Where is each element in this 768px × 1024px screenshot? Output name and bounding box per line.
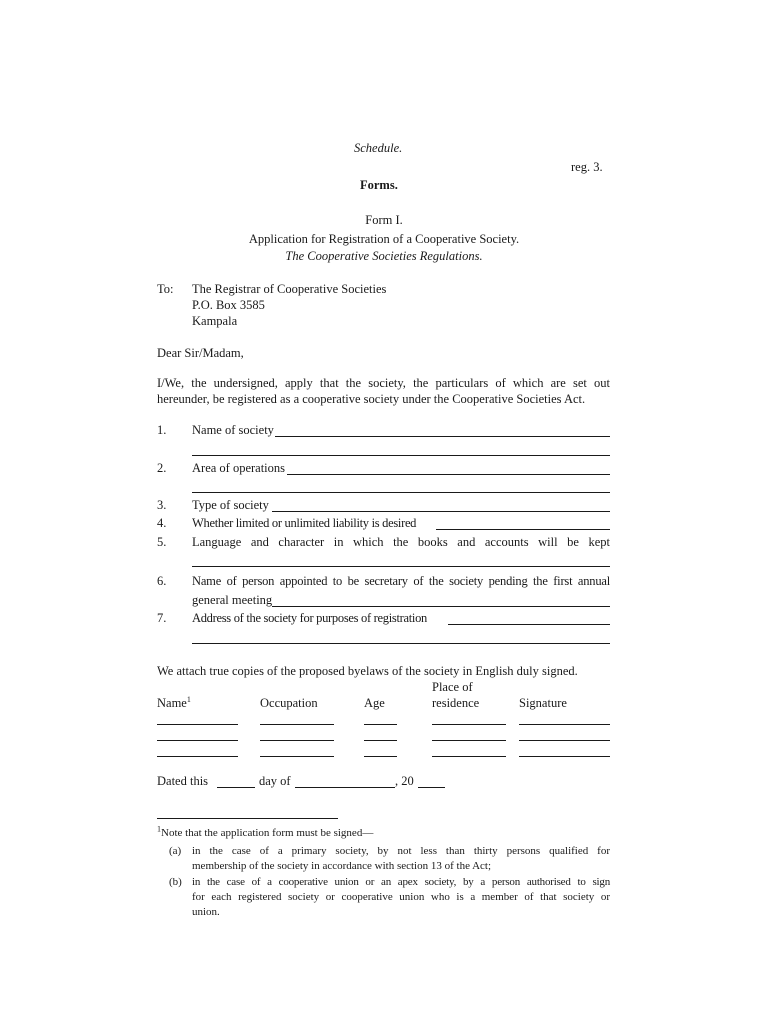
item-number: 3. [157, 498, 167, 512]
form-number: Form I. [365, 213, 403, 227]
year-label: , 20 [395, 774, 414, 788]
addressee-line-3: Kampala [192, 314, 238, 328]
address-continuation-field[interactable] [192, 643, 610, 644]
signatory-name-field[interactable] [157, 724, 238, 725]
footnote-a-line-1: in the case of a primary society, by not less than thirty persons qualified for [192, 845, 610, 857]
signatory-occupation-field[interactable] [260, 724, 334, 725]
schedule-heading: Schedule. [354, 141, 403, 155]
footnote-b-line-1: in the case of a cooperative union or an apex society, by a person authorised to sign [192, 876, 610, 888]
attach-statement: We attach true copies of the proposed byelaws of the society in English duly signed. [157, 664, 578, 678]
secretary-field[interactable] [272, 606, 610, 607]
item-number: 5. [157, 535, 167, 549]
addressee-line-2: P.O. Box 3585 [192, 298, 265, 312]
footnote-a-line-2: membership of the society in accordance with section 13 of the Act; [192, 860, 492, 872]
footnote-b-line-2: for each registered society or cooperative union who is a member of that society or [192, 891, 610, 903]
footnote-b-label: (b) [169, 876, 182, 888]
form-subtitle: The Cooperative Societies Regulations. [285, 249, 483, 263]
signatory-signature-field[interactable] [519, 756, 610, 757]
signatory-name-field[interactable] [157, 756, 238, 757]
day-of-label: day of [259, 774, 291, 788]
signatory-residence-field[interactable] [432, 740, 506, 741]
signatory-age-field[interactable] [364, 740, 397, 741]
signatory-residence-field[interactable] [432, 756, 506, 757]
signatory-signature-field[interactable] [519, 740, 610, 741]
to-label: To: [157, 282, 174, 296]
signatory-name-field[interactable] [157, 740, 238, 741]
year-field[interactable] [418, 787, 445, 788]
footnote-separator [157, 818, 338, 819]
signatory-occupation-field[interactable] [260, 740, 334, 741]
signatory-age-field[interactable] [364, 756, 397, 757]
item-number: 7. [157, 611, 167, 625]
item-label-address: Address of the society for purposes of registration [192, 611, 427, 625]
forms-heading: Forms. [360, 178, 398, 192]
dated-this-label: Dated this [157, 774, 209, 788]
item-label-liability: Whether limited or unlimited liability is desired [192, 516, 417, 530]
type-of-society-field[interactable] [272, 511, 610, 512]
name-of-society-field[interactable] [275, 436, 610, 437]
signatory-occupation-field[interactable] [260, 756, 334, 757]
column-header-place-of: Place of [432, 680, 473, 694]
regulation-reference: reg. 3. [571, 160, 603, 174]
column-header-name: Name$^1$ [157, 694, 191, 710]
name-of-society-continuation-field[interactable] [192, 455, 610, 456]
footnote-intro: $^1$Note that the application form must be signed— [157, 824, 374, 839]
item-number: 4. [157, 516, 167, 530]
item-label-name-of-society: Name of society [192, 423, 274, 437]
item-number: 2. [157, 461, 167, 475]
item-label-language: Language and character in which the books and accounts will be kept [192, 535, 610, 549]
item-number: 6. [157, 574, 167, 588]
item-label-area-of-operations: Area of operations [192, 461, 286, 475]
day-field[interactable] [217, 787, 255, 788]
addressee-line-1: The Registrar of Cooperative Societies [192, 282, 387, 296]
signatory-residence-field[interactable] [432, 724, 506, 725]
item-number: 1. [157, 423, 167, 437]
intro-line-2: hereunder, be registered as a cooperative society under the Cooperative Societies Act. [157, 392, 586, 406]
salutation: Dear Sir/Madam, [157, 346, 244, 360]
item-label-secretary: Name of person appointed to be secretary of the society pending the first annual [192, 574, 610, 588]
column-header-occupation: Occupation [260, 696, 318, 710]
footnote-reference: 1 [186, 694, 191, 704]
form-title: Application for Registration of a Cooperative Society. [248, 232, 520, 246]
item-label-type-of-society: Type of society [192, 498, 269, 512]
liability-field[interactable] [436, 529, 610, 530]
column-header-age: Age [364, 696, 385, 710]
intro-line-1: I/We, the undersigned, apply that the society, the particulars of which are set out [157, 376, 610, 390]
signatory-age-field[interactable] [364, 724, 397, 725]
footnote-b-line-3: union. [192, 906, 220, 918]
footnote-a-label: (a) [169, 845, 182, 857]
address-field[interactable] [448, 624, 610, 625]
area-of-operations-continuation-field[interactable] [192, 492, 610, 493]
month-field[interactable] [295, 787, 395, 788]
item-label-secretary-continued: general meeting [192, 593, 273, 607]
footnote-mark: 1 [157, 824, 161, 834]
area-of-operations-field[interactable] [287, 474, 610, 475]
column-header-signature: Signature [519, 696, 567, 710]
column-header-residence: residence [432, 696, 480, 710]
signatory-signature-field[interactable] [519, 724, 610, 725]
language-field[interactable] [192, 566, 610, 567]
